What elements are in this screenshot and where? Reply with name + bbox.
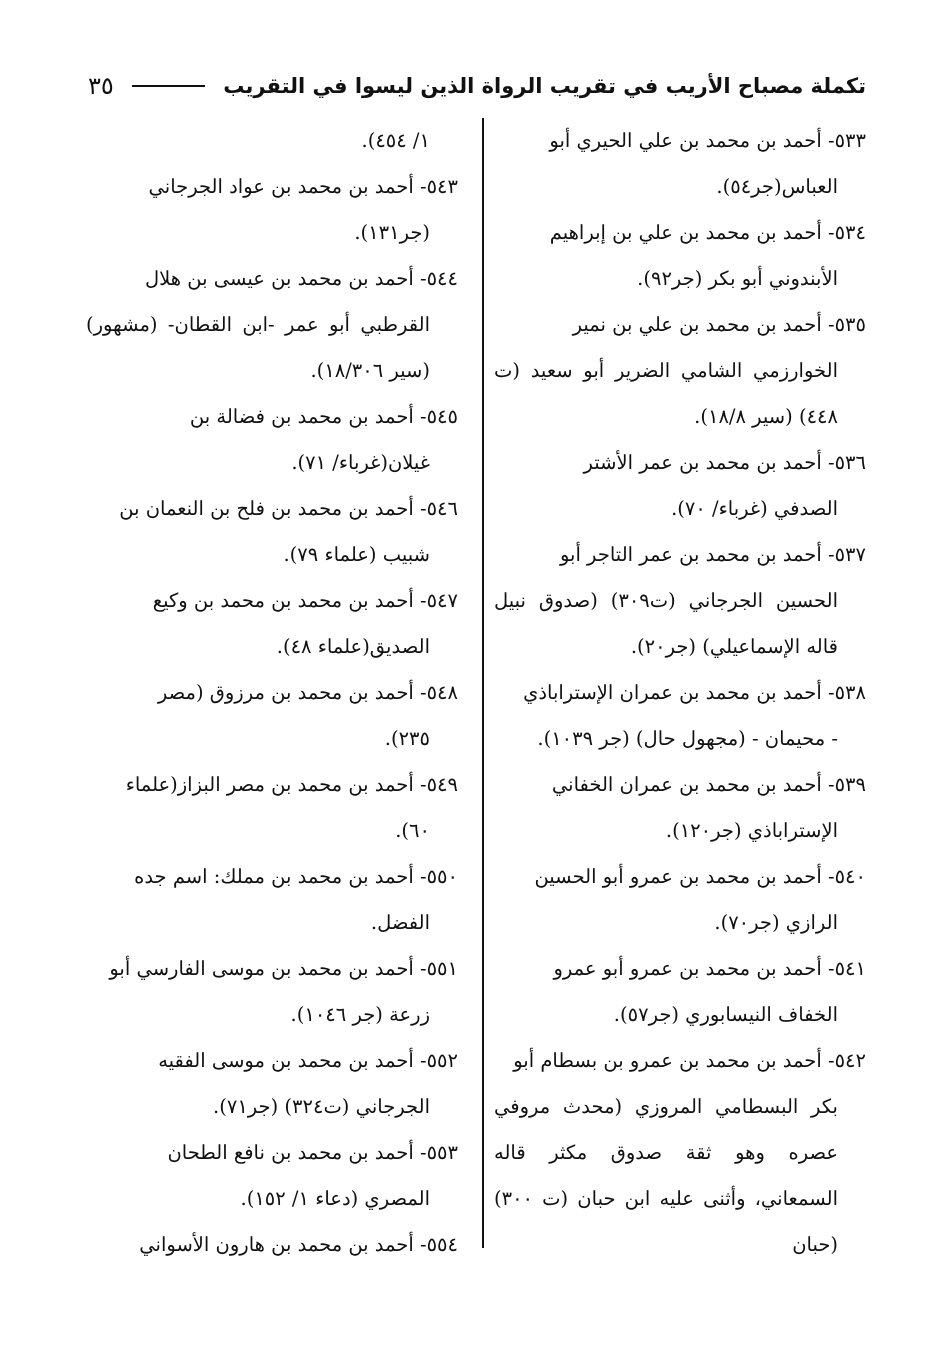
- header-rule: [132, 85, 206, 87]
- entry-continuation: الفضل.: [370, 911, 430, 934]
- entry-continuation: الصديق(علماء ٤٨).: [276, 635, 430, 658]
- column-divider: [482, 118, 484, 1248]
- entry-continuation: الأبندوني أبو بكر (جر٩٢).: [637, 267, 838, 290]
- entry-continuation: زرعة (جر ١٠٤٦).: [290, 1003, 430, 1026]
- entry-first-line: ٥٥١- أحمد بن محمد بن موسى الفارسي أبو: [109, 957, 458, 980]
- entry-continuation: القرطبي أبو عمر -ابن القطان- (مشهور) (سير ١٨/٣٠٦).: [86, 313, 430, 382]
- entry-continuation: الجرجاني (ت٣٢٤) (جر٧١).: [213, 1095, 430, 1118]
- entry-continuation: المصري (دعاء ١/ ١٥٢).: [240, 1187, 430, 1210]
- entry-first-line: ٥٣٦- أحمد بن محمد بن عمر الأشتر: [583, 451, 866, 474]
- page-number: ٣٥: [88, 72, 114, 100]
- running-header: [88, 60, 866, 112]
- entry-first-line: ٥٤٥- أحمد بن محمد بن فضالة بن: [189, 405, 458, 428]
- entry-first-line: ٥٤٨- أحمد بن محمد بن مرزوق (مصر: [157, 681, 458, 704]
- entry: [86, 762, 458, 854]
- entry-continuation: ٢٣٥).: [384, 727, 430, 750]
- entry: [86, 1130, 458, 1222]
- entry: [494, 118, 866, 210]
- entry: [494, 1038, 866, 1268]
- entry-continuation: شبيب (علماء ٧٩).: [283, 543, 430, 566]
- entry: [494, 946, 866, 1038]
- entry: [86, 394, 458, 486]
- entry: [86, 486, 458, 578]
- entry-continuation: العباس(جر٥٤).: [716, 175, 838, 198]
- entry-first-line: ٥٥٤- أحمد بن محمد بن هارون الأسواني: [139, 1233, 458, 1256]
- left-column: [86, 118, 458, 1268]
- entry: [494, 762, 866, 854]
- entry: [86, 164, 458, 256]
- entry-first-line: ٥٤٢- أحمد بن محمد بن عمرو بن بسطام أبو: [513, 1049, 866, 1072]
- entry-first-line: ٥٣٣- أحمد بن محمد بن علي الحيري أبو: [549, 129, 866, 152]
- entry-continuation: غيلان(غرباء/ ٧١).: [291, 451, 430, 474]
- entry: [86, 1038, 458, 1130]
- entry-first-line: ٥٥٠- أحمد بن محمد بن مملك: اسم جده: [134, 865, 458, 888]
- entry-continuation: ١/ ٤٥٤).: [361, 129, 430, 152]
- entry: [494, 440, 866, 532]
- entry-first-line: ٥٤٧- أحمد بن محمد بن محمد بن وكيع: [152, 589, 458, 612]
- entry-continuation: بكر البسطامي المروزي (محدث مروفي عصره وهو ثقة صدوق مكثر قاله السمعاني، وأثنى عليه ابن حبان (ت ٣٠٠) (حبان: [494, 1095, 838, 1256]
- right-column: [494, 118, 866, 1268]
- entry: [86, 946, 458, 1038]
- entry-first-line: ٥٤٦- أحمد بن محمد بن فلح بن النعمان بن: [119, 497, 458, 520]
- entry: [86, 578, 458, 670]
- entry-first-line: ٥٣٤- أحمد بن محمد بن علي بن إبراهيم: [549, 221, 866, 244]
- entry: [86, 854, 458, 946]
- entry-first-line: ٥٤٩- أحمد بن محمد بن مصر البزاز(علماء: [125, 773, 458, 796]
- entry-continuation: الخوارزمي الشامي الضرير أبو سعيد (ت ٤٤٨) (سير ١٨/٨).: [494, 359, 838, 428]
- entry: [494, 670, 866, 762]
- entry-first-line: ٥٥٣- أحمد بن محمد بن نافع الطحان: [167, 1141, 458, 1164]
- entry: [86, 256, 458, 394]
- entry-first-line: ٥٤٠- أحمد بن محمد بن عمرو أبو الحسين: [534, 865, 866, 888]
- book-title: تكملة مصباح الأريب في تقريب الرواة الذين ليسوا في التقريب: [223, 74, 866, 98]
- entry-first-line: ٥٣٩- أحمد بن محمد بن عمران الخفاني: [551, 773, 866, 796]
- entry: [494, 532, 866, 670]
- entry-first-line: ٥٥٢- أحمد بن محمد بن موسى الفقيه: [158, 1049, 458, 1072]
- entry-first-line: ٥٤٣- أحمد بن محمد بن عواد الجرجاني: [148, 175, 458, 198]
- entry-first-line: ٥٣٥- أحمد بن محمد بن علي بن نمير: [572, 313, 866, 336]
- entry: [86, 670, 458, 762]
- entry-continuation: الرازي (جر٧٠).: [714, 911, 838, 934]
- entry: [494, 302, 866, 440]
- entry: [494, 854, 866, 946]
- entry-continuation: (جر١٣١).: [354, 221, 430, 244]
- entry: [86, 1222, 458, 1268]
- entry-first-line: ٥٣٨- أحمد بن محمد بن عمران الإستراباذي: [523, 681, 866, 704]
- entry-continuation: ٦٠).: [395, 819, 430, 842]
- entry-continuation: - محيمان - (مجهول حال) (جر ١٠٣٩).: [537, 727, 838, 750]
- entry-first-line: ٥٤١- أحمد بن محمد بن عمرو أبو عمرو: [553, 957, 866, 980]
- entry: [494, 210, 866, 302]
- entry-continuation: الخفاف النيسابوري (جر٥٧).: [613, 1003, 838, 1026]
- entry-continuation: الصدفي (غرباء/ ٧٠).: [671, 497, 838, 520]
- entry-first-line: ٥٣٧- أحمد بن محمد بن عمر التاجر أبو: [559, 543, 866, 566]
- entry-carryover: [86, 118, 458, 164]
- entry-continuation: الحسين الجرجاني (ت٣٠٩) (صدوق نبيل قاله الإسماعيلي) (جر٢٠).: [494, 589, 838, 658]
- entry-continuation: الإستراباذي (جر١٢٠).: [665, 819, 838, 842]
- entry-first-line: ٥٤٤- أحمد بن محمد بن عيسى بن هلال: [145, 267, 458, 290]
